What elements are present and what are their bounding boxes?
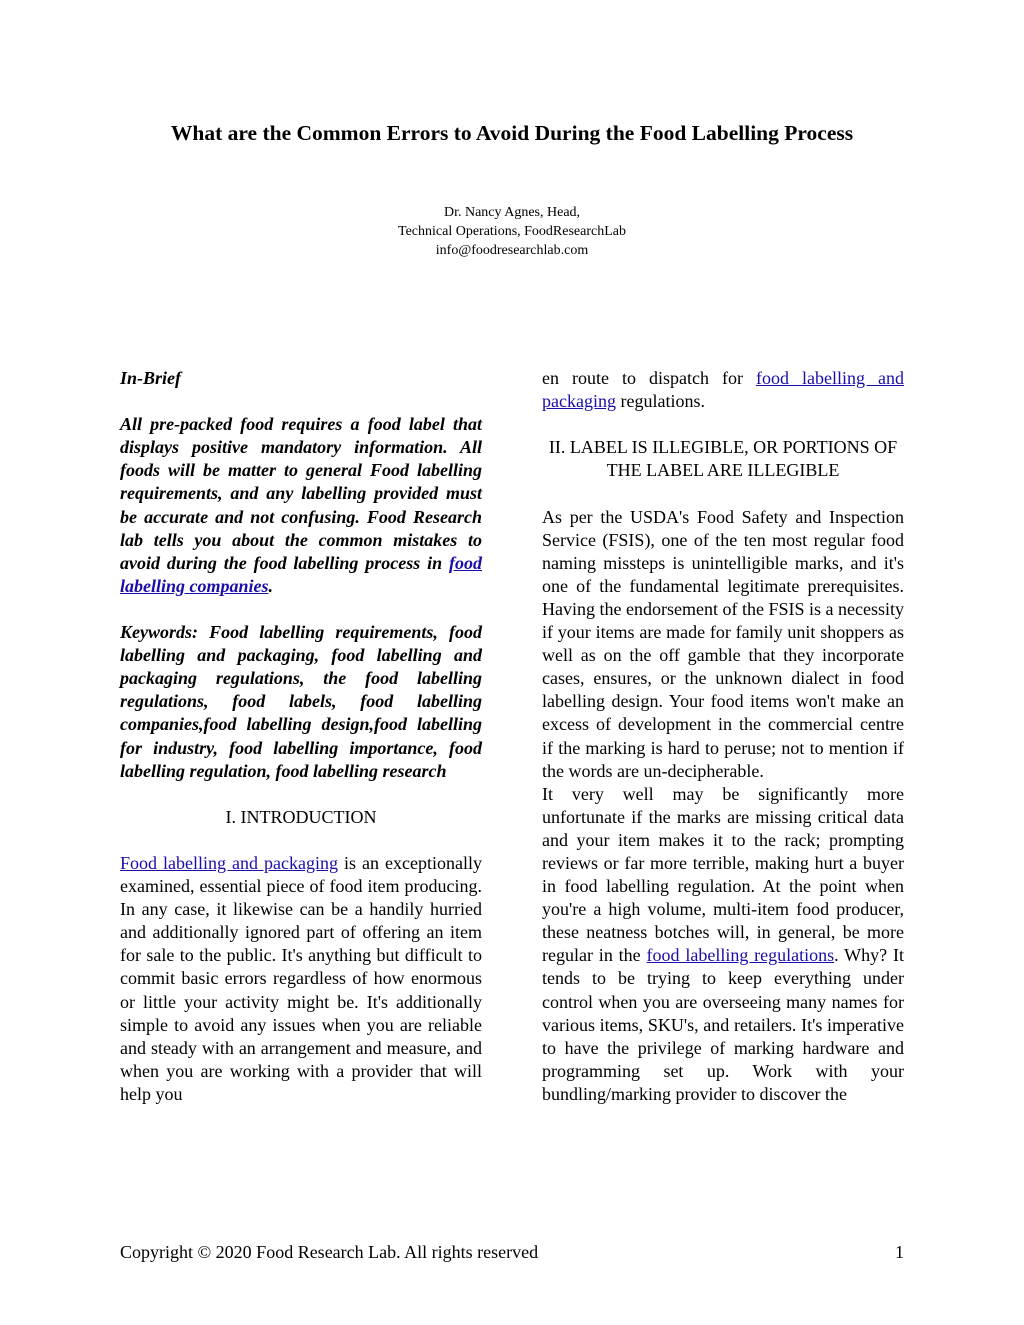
inbrief-heading: In-Brief: [120, 368, 182, 388]
page-number: 1: [895, 1242, 904, 1262]
author-affiliation: Technical Operations, FoodResearchLab: [398, 224, 626, 239]
left-column: [120, 367, 482, 1106]
abstract-end: .: [268, 575, 273, 596]
intro-paragraph: [120, 852, 482, 1106]
intro-text: is an exceptionally examined, essential piece of food item producing. In any case, it likewise can be a handily hurried and additionally ignored part of offering an item for sale to the public. It's anything but difficult to commit basic errors regardless of how enormous or little your activity might be. It's additionally simple to avoid any issues when you are reliable and steady with an arrangement and measure, and when you are working with a provider that will help you: [120, 852, 482, 1104]
section2-paragraph-2: [542, 783, 904, 1106]
intro-heading: I. INTRODUCTION: [225, 806, 377, 827]
paper-title: What are the Common Errors to Avoid During the Food Labelling Process: [170, 121, 854, 145]
continued-end: regulations.: [615, 391, 705, 412]
keywords: Keywords: Food labelling requirements, food labelling and packaging, food labelling and packaging regulations, the food labelling regulations, food labels, food labelling companies,food labelling design,food labelling for industry, food labelling importance, food labelling regulation, food labelling research: [120, 622, 482, 781]
food-labelling-packaging-link[interactable]: Food labelling and packaging: [120, 852, 338, 873]
food-labelling-companies-link[interactable]: food labelling companies: [120, 552, 482, 596]
food-labelling-regulations-link[interactable]: food labelling regulations: [646, 945, 835, 966]
author-name: Dr. Nancy Agnes, Head,: [443, 205, 581, 220]
abstract-text: All pre-packed food requires a food label that displays positive mandatory information. All foods will be matter to general Food labelling requirements, and any labelling provided must be accurate and not confusing. Food Research lab tells you about the common mistakes to avoid during the food labelling process in: [120, 414, 482, 573]
copyright: Copyright © 2020 Food Research Lab. All rights reserved: [120, 1242, 539, 1262]
continued-paragraph: [542, 367, 904, 413]
food-labelling-packaging-link-2[interactable]: food labelling and packaging: [542, 368, 905, 412]
right-column: [542, 367, 904, 1106]
author-block: [0, 203, 1024, 260]
continued-text: en route to dispatch for: [542, 368, 757, 388]
para2-end: . Why? It tends to be trying to keep everything under control when you are overseeing many names for various items, SKU's, and retailers. It's imperative to have the privilege of marking hardware and programming set up. Work with your bundling/marking provider to discover the: [542, 945, 904, 1104]
abstract: [120, 413, 482, 598]
para2-text: It very well may be significantly more unfortunate if the marks are missing critical data and your item makes it to the rack; prompting reviews or far more terrible, making hurt a buyer in food labelling regulation. At the point when you're a high volume, multi-item food producer, these neatness botches will, in general, be more regular in the: [542, 783, 904, 966]
section2-heading: II. LABEL IS ILLEGIBLE, OR PORTIONS OF THE LABEL ARE ILLEGIBLE: [548, 437, 898, 481]
page-footer: [120, 1242, 904, 1263]
section2-paragraph-1: As per the USDA's Food Safety and Inspection Service (FSIS), one of the ten most regular food naming missteps is unintelligible marks, and it's one of the fundamental legitimate prerequisites. Having the endorsement of the FSIS is a necessity if your items are made for family unit shoppers as well as on the off gamble that they incorporate cases, ensures, or the unknown dialect in food labelling design. Your food items won't make an excess of development in the commercial centre if the marking is hard to peruse; not to mention if the words are un-decipherable.: [542, 506, 904, 781]
author-email: info@foodresearchlab.com: [435, 243, 589, 258]
